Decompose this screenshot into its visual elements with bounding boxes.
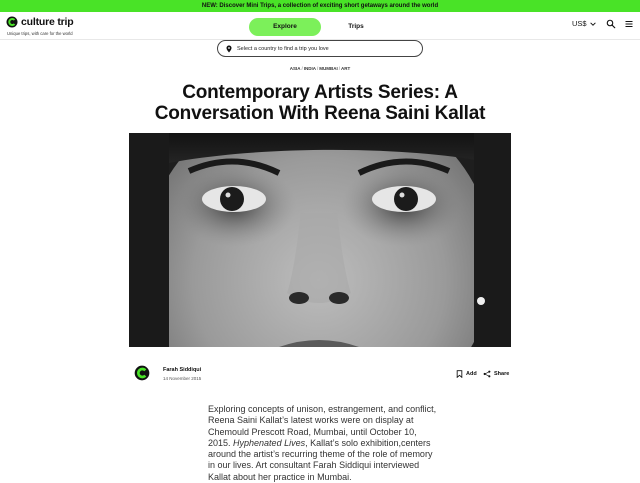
portrait-illustration bbox=[129, 133, 511, 347]
breadcrumb-item-art[interactable]: ART bbox=[341, 66, 351, 71]
bookmark-icon bbox=[456, 370, 463, 378]
brand-logo[interactable] bbox=[6, 16, 73, 28]
breadcrumb-item-mumbai[interactable]: MUMBAI bbox=[319, 66, 338, 71]
body-text-start: Exploring concepts of unison, estrangement, and conflict, Reena Saini Kallat’s latest works were on display at Chemould Prescott Road, Mumbai, until October 10, 2015. bbox=[208, 404, 437, 448]
country-search-bar[interactable] bbox=[217, 40, 423, 57]
share-button[interactable] bbox=[483, 370, 509, 378]
country-search-input[interactable] bbox=[237, 46, 417, 52]
add-button[interactable] bbox=[456, 370, 477, 378]
publish-date: 14 November 2015 bbox=[163, 376, 202, 381]
breadcrumb-item-asia[interactable]: ASIA bbox=[289, 66, 301, 71]
breadcrumb: ASIA/INDIA/MUMBAI/ART bbox=[289, 66, 351, 71]
body-text-end: , Kallat’s solo exhibition,centers around the artist’s recurring theme of the role of memory in our lives. Art consultant Farah Siddiqui interviewed Kallat about her practice in Mumbai. bbox=[208, 437, 433, 482]
chevron-down-icon bbox=[590, 21, 596, 27]
search-icon[interactable] bbox=[606, 19, 616, 29]
article-body-paragraph bbox=[208, 404, 438, 483]
brand-tagline: Unique trips, with care for the world bbox=[7, 31, 73, 36]
author-avatar[interactable] bbox=[134, 365, 150, 381]
promo-banner[interactable]: NEW: Discover Mini Trips, a collection of exciting short getaways around the world bbox=[0, 0, 640, 12]
location-pin-icon bbox=[225, 45, 233, 53]
culture-trip-logo-icon bbox=[6, 16, 18, 28]
brand-name: culture trip bbox=[21, 16, 74, 28]
currency-selector[interactable] bbox=[572, 19, 596, 28]
author-name[interactable]: Farah Siddiqui bbox=[163, 367, 202, 373]
exhibition-title: Hyphenated Lives bbox=[233, 437, 306, 448]
hamburger-menu-icon[interactable] bbox=[625, 20, 633, 28]
tab-trips[interactable]: Trips bbox=[348, 23, 364, 30]
article-title: Contemporary Artists Series: A Conversation With Reena Saini Kallat bbox=[154, 82, 486, 124]
hero-image bbox=[129, 133, 511, 347]
share-icon bbox=[483, 370, 491, 378]
tab-explore[interactable]: Explore bbox=[249, 18, 321, 36]
share-label: Share bbox=[494, 371, 510, 377]
add-label: Add bbox=[466, 371, 477, 377]
breadcrumb-item-india[interactable]: INDIA bbox=[303, 66, 316, 71]
currency-label: US$ bbox=[572, 19, 587, 28]
